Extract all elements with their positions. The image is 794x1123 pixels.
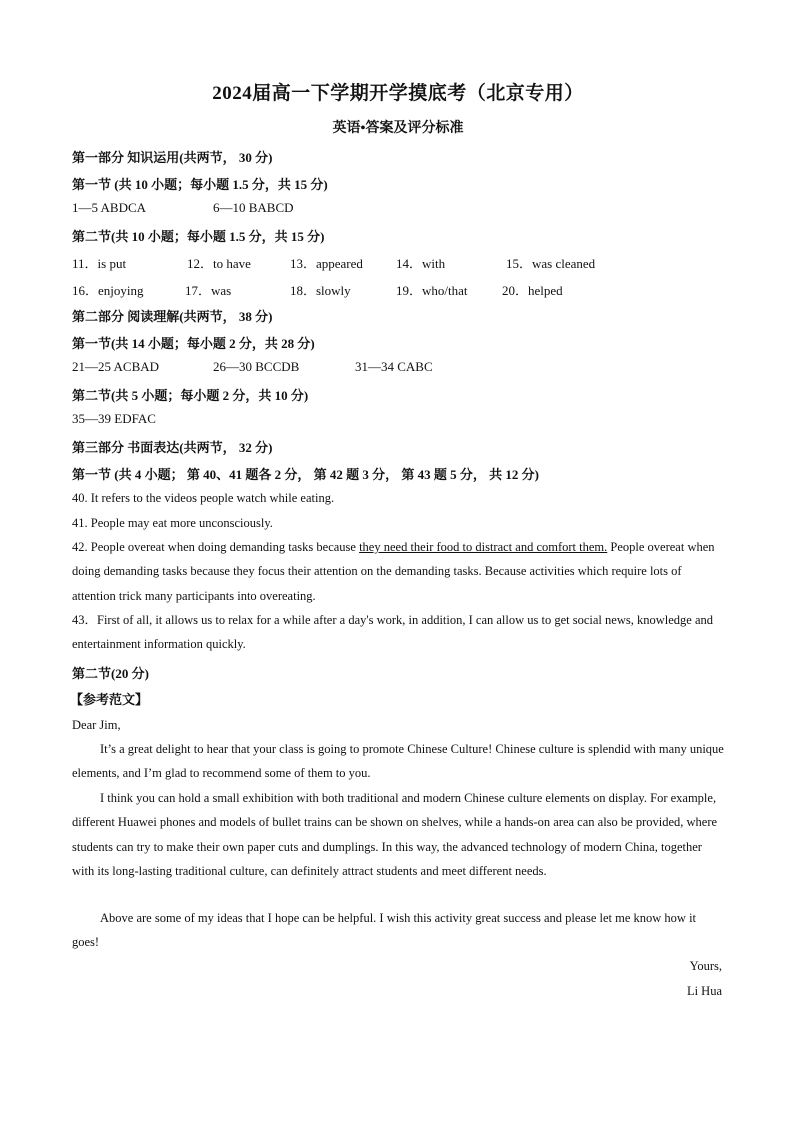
part1-heading: 第一部分 知识运用(共两节， 30 分) bbox=[72, 150, 273, 165]
letter-greeting: Dear Jim, bbox=[72, 718, 121, 732]
answer-group: 1—5 ABDCA bbox=[72, 200, 147, 215]
part3-heading: 第三部分 书面表达(共两节， 32 分) bbox=[72, 440, 273, 455]
answer-item: 20．helped bbox=[502, 283, 563, 298]
answer-42 bbox=[72, 535, 724, 608]
answer-42-rest: People overeat when doing demanding tasks because they focus their attention on the demanding tasks. Because activities which require lots of attention trick many participants into overeating. bbox=[72, 540, 715, 603]
part2-sec1-answers bbox=[72, 359, 724, 377]
page-subtitle: 英语•答案及评分标准 bbox=[332, 121, 464, 136]
part2-sec2-answers: 35—39 EDFAC bbox=[72, 411, 156, 426]
answer-item: 18．slowly bbox=[290, 283, 351, 298]
answer-item: 13．appeared bbox=[290, 256, 363, 271]
part3-sec2-heading: 第二节(20 分) bbox=[72, 666, 149, 681]
answer-item: 14．with bbox=[396, 256, 446, 271]
letter-closing: Yours, bbox=[689, 959, 722, 973]
answer-item: 15．was cleaned bbox=[506, 256, 596, 271]
answer-item: 16．enjoying bbox=[72, 283, 144, 298]
answer-item: 12．to have bbox=[187, 256, 251, 271]
letter-paragraph-1: It’s a great delight to hear that your class is going to promote Chinese Culture! Chinese culture is splendid with many unique elements, and I’m glad to recommend some of them to you. bbox=[72, 742, 724, 781]
answer-40: 40. It refers to the videos people watch while eating. bbox=[72, 491, 335, 505]
letter-paragraph-2: I think you can hold a small exhibition with both traditional and modern Chinese culture elements on display. For example, different Huawei phones and models of bullet trains can be shown on shelves, while a hands-on area can also be provided, where students can try to make their own paper cuts and dumplings. In this way, the advanced technology of modern China, together with its long-lasting traditional culture, can definitely attract students and meet different needs. bbox=[72, 791, 718, 878]
answer-42-lead: 42. People overeat when doing demanding tasks because bbox=[72, 540, 360, 554]
part1-sec2-row2 bbox=[72, 280, 724, 298]
sample-essay-label: 【参考范文】 bbox=[70, 692, 149, 707]
answer-item: 17．was bbox=[185, 283, 232, 298]
letter-paragraph-3: Above are some of my ideas that I hope can be helpful. I wish this activity great success and please let me know how it goes! bbox=[72, 911, 697, 950]
answer-42-underlined: they need their food to distract and comfort them. bbox=[359, 540, 608, 554]
answer-43: 43．First of all, it allows us to relax for a while after a day's work, in addition, I can allow us to get social news, knowledge and entertainment information quickly. bbox=[72, 613, 713, 652]
part1-sec1-answers bbox=[72, 200, 724, 218]
part2-sec1-heading: 第一节(共 14 小题；每小题 2 分，共 28 分) bbox=[72, 336, 315, 351]
answer-group: 31—34 CABC bbox=[355, 359, 433, 374]
part2-sec2-heading: 第二节(共 5 小题；每小题 2 分，共 10 分) bbox=[72, 388, 309, 403]
part1-sec2-row1 bbox=[72, 253, 724, 271]
part2-heading: 第二部分 阅读理解(共两节， 38 分) bbox=[72, 309, 273, 324]
part1-sec2-heading: 第二节(共 10 小题；每小题 1.5 分，共 15 分) bbox=[72, 229, 325, 244]
answer-group: 26—30 BCCDB bbox=[213, 359, 300, 374]
answer-item: 11．is put bbox=[72, 256, 127, 271]
letter-signature: Li Hua bbox=[686, 984, 722, 998]
answer-item: 19．who/that bbox=[396, 283, 468, 298]
part3-sec1-heading: 第一节 (共 4 小题； 第 40、41 题各 2 分， 第 42 题 3 分， 第 43 题 5 分， 共 12 分) bbox=[72, 467, 539, 482]
answer-41: 41. People may eat more unconsciously. bbox=[72, 516, 273, 530]
answer-group: 6—10 BABCD bbox=[213, 200, 294, 215]
part1-sec1-heading: 第一节 (共 10 小题；每小题 1.5 分，共 15 分) bbox=[72, 177, 328, 192]
answer-group: 21—25 ACBAD bbox=[72, 359, 160, 374]
page-title: 2024届高一下学期开学摸底考（北京专用） bbox=[212, 83, 584, 104]
